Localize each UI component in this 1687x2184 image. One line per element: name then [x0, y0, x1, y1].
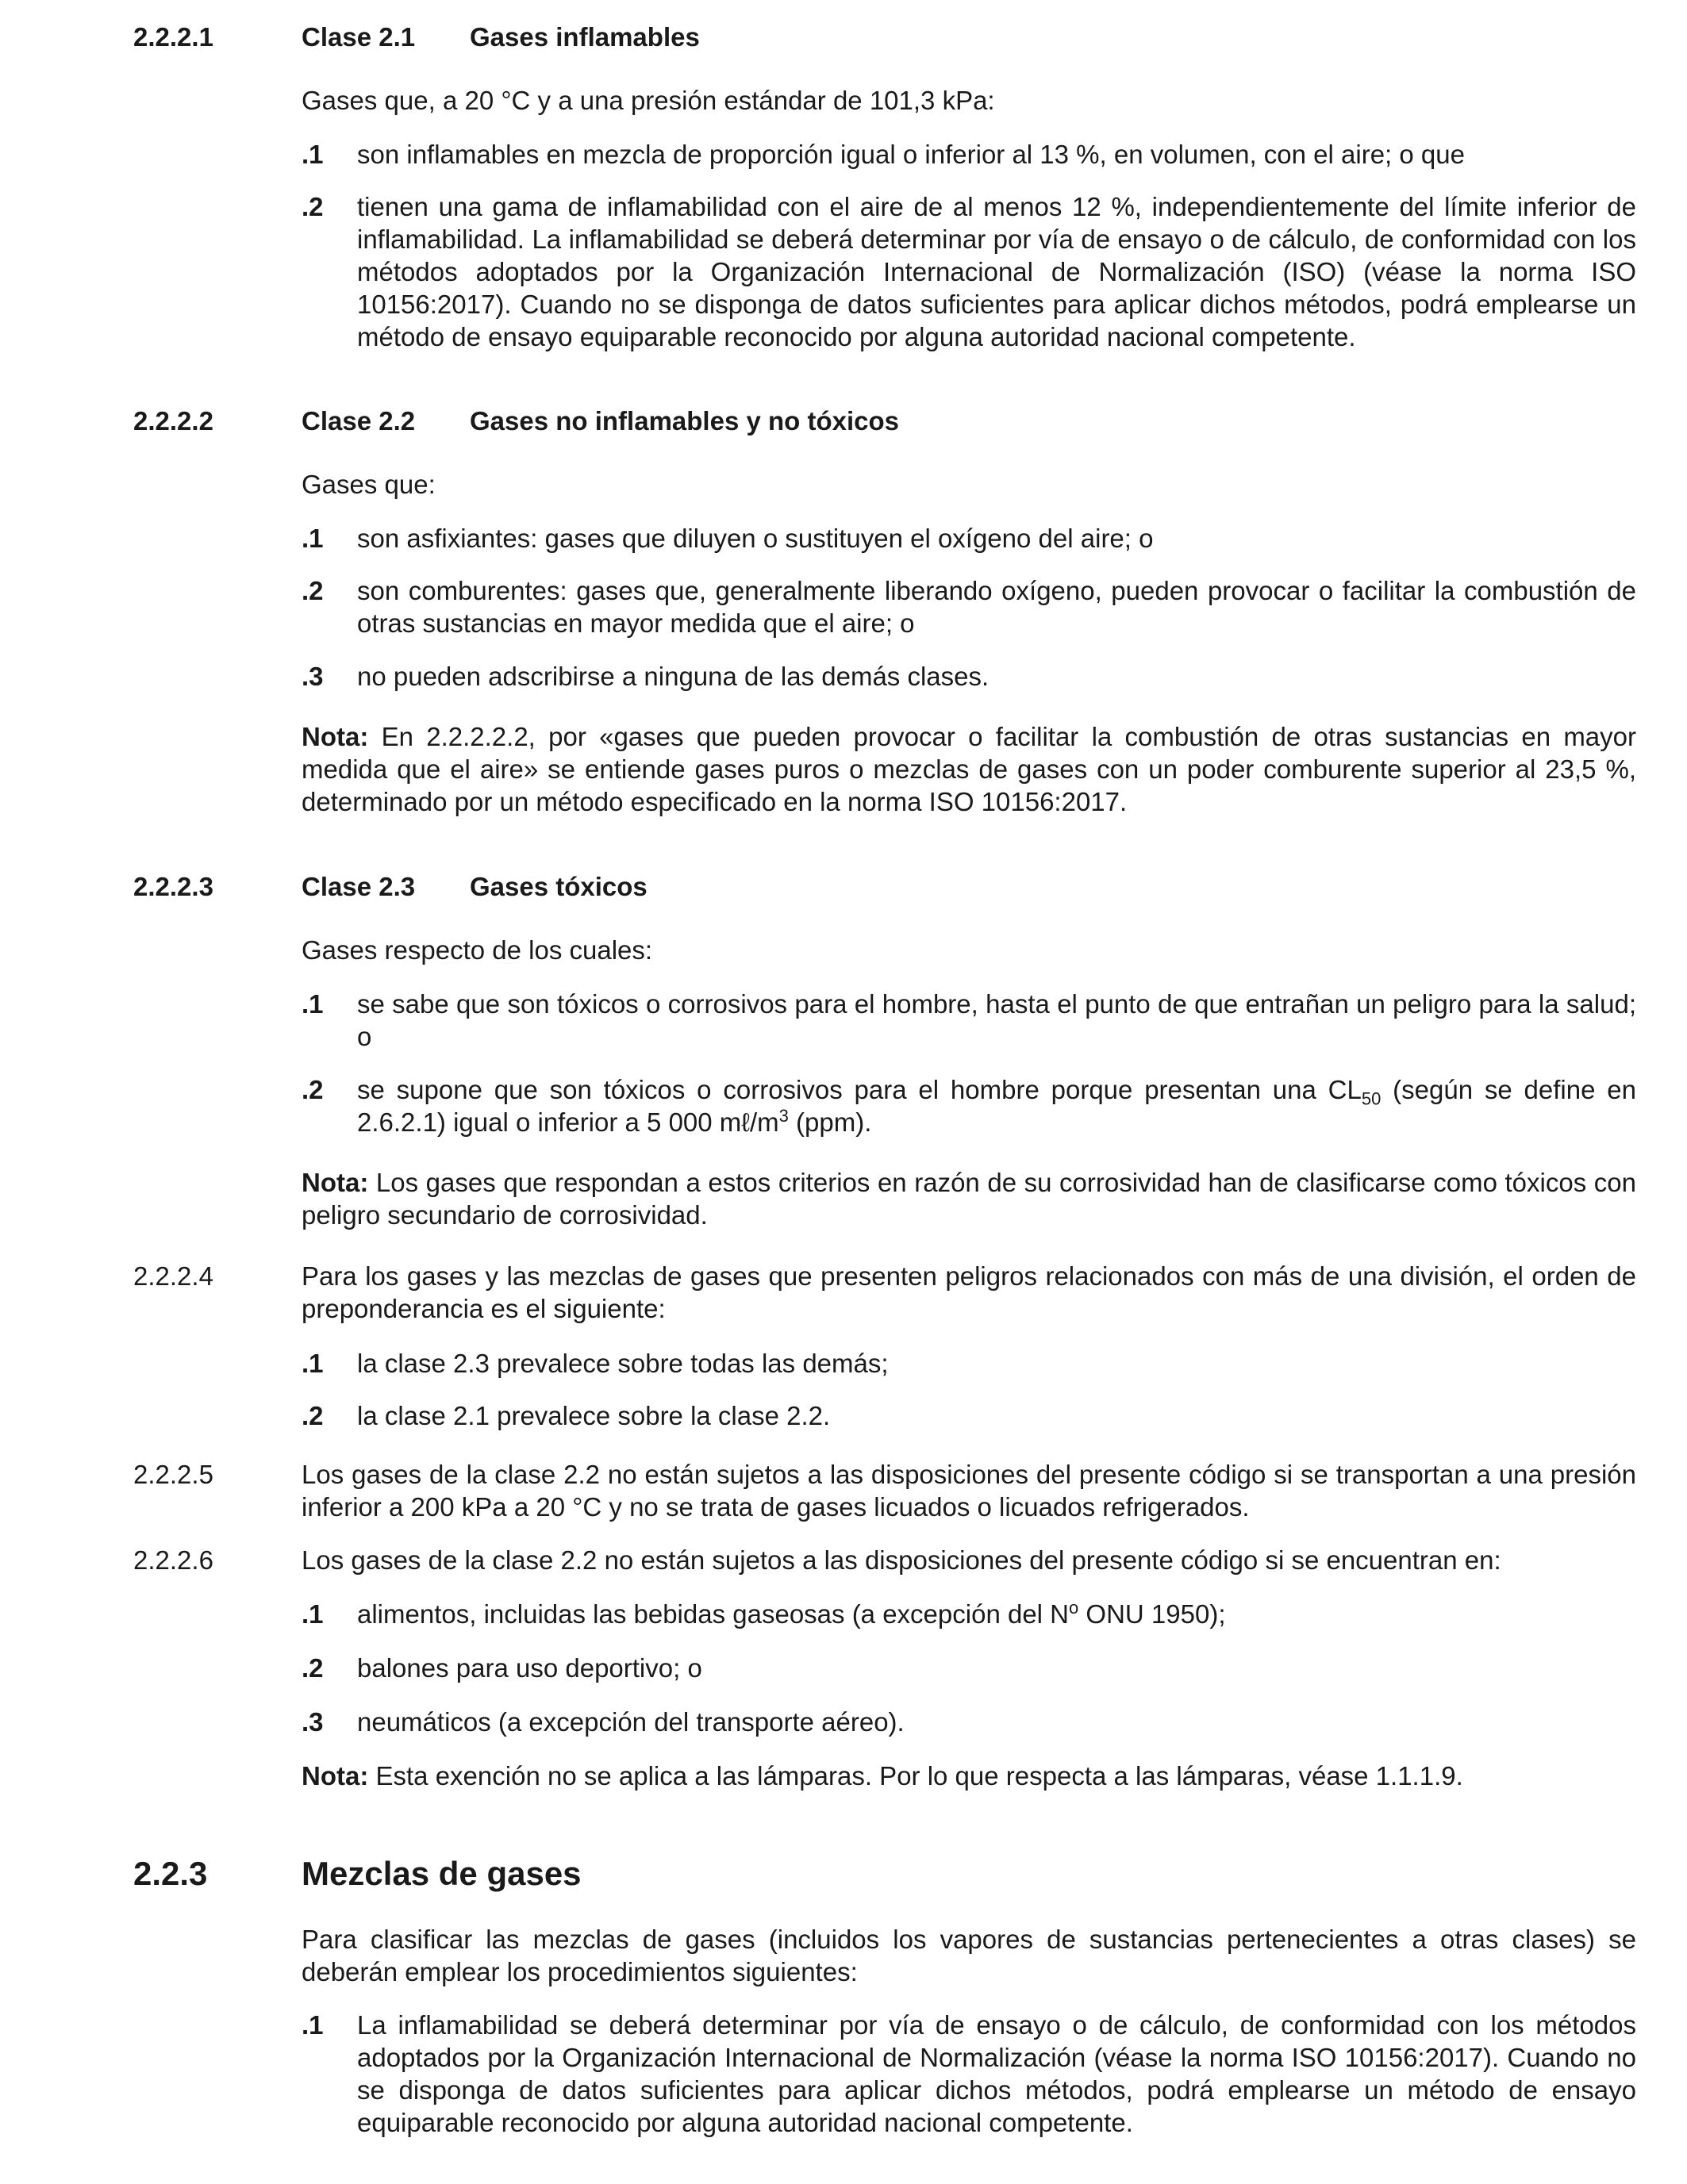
- item-label: .1: [302, 1349, 324, 1378]
- note: [302, 1166, 1636, 1231]
- class-label: Clase 2.1: [302, 22, 416, 52]
- item-label: .1: [302, 140, 324, 169]
- item-label: .3: [302, 662, 324, 691]
- section-number: 2.2.2.2: [133, 406, 213, 436]
- item-text: se sabe que son tóxicos o corrosivos para el hombre, hasta el punto de que entrañan un peligro para la salud; o: [357, 989, 1636, 1051]
- section-intro: Los gases de la clase 2.2 no están sujetos a las disposiciones del presente código si se encuentran en:: [302, 1545, 1501, 1575]
- note: [302, 720, 1636, 818]
- subscript: 50: [1361, 1088, 1381, 1109]
- section-number: 2.2.3: [133, 1855, 208, 1892]
- item-label: .2: [302, 192, 324, 221]
- note-text: Esta exención no se aplica a las lámparas. Por lo que respecta a las lámparas, véase 1.1.1.9.: [375, 1761, 1463, 1791]
- item-label: .1: [302, 989, 324, 1019]
- superscript: 3: [778, 1106, 789, 1126]
- note-text: Los gases que respondan a estos criterios en razón de su corrosividad han de clasificarse como tóxicos con peligro secundario de corrosividad.: [302, 1168, 1636, 1230]
- class-label: Clase 2.2: [302, 406, 416, 436]
- section-number: 2.2.2.4: [133, 1261, 213, 1291]
- section-intro: Para clasificar las mezclas de gases (incluidos los vapores de sustancias pertenecientes a otras clases) se deberán emplear los procedimientos siguientes:: [302, 1925, 1636, 1986]
- item-text: son asfixiantes: gases que diluyen o sustituyen el oxígeno del aire; o: [357, 524, 1154, 553]
- section-intro: Gases que:: [302, 470, 436, 499]
- item-label: .1: [302, 1599, 324, 1629]
- item-text: son comburentes: gases que, generalmente liberando oxígeno, pueden provocar o facilitar la combustión de otras sustancias en mayor medida que el aire; o: [357, 576, 1636, 638]
- item-text: son inflamables en mezcla de proporción igual o inferior al 13 %, en volumen, con el aire; o que: [357, 140, 1465, 169]
- item-text: la clase 2.1 prevalece sobre la clase 2.2.: [357, 1401, 831, 1430]
- note-label: Nota:: [302, 722, 369, 751]
- item-text: balones para uso deportivo; o: [357, 1653, 702, 1683]
- note-label: Nota:: [302, 1761, 369, 1791]
- section-intro: Para los gases y las mezclas de gases que presenten peligros relacionados con más de una división, el orden de preponderancia es el siguiente:: [302, 1261, 1636, 1323]
- section-number: 2.2.2.3: [133, 872, 213, 901]
- item-text: La inflamabilidad se deberá determinar por vía de ensayo o de cálculo, de conformidad con los métodos adoptados por la Organización Internacional de Normalización (véase la norma ISO 10156:2017). Cuando no se disponga de datos suficientes para aplicar dichos métodos, podrá emplearse un método de ensayo equiparable reconocido por alguna autoridad nacional competente.: [357, 2010, 1636, 2137]
- note: [302, 1760, 1636, 1792]
- note-text: En 2.2.2.2.2, por «gases que pueden provocar o facilitar la combustión de otras sustancias en mayor medida que el aire» se entiende gases puros o mezclas de gases con un poder comburente superior al 23,5 %, determinado por un método especificado en la norma ISO 10156:2017.: [302, 722, 1636, 816]
- item-text: neumáticos (a excepción del transporte aéreo).: [357, 1707, 905, 1737]
- item-label: .1: [302, 524, 324, 553]
- item-text: no pueden adscribirse a ninguna de las demás clases.: [357, 662, 990, 691]
- item-label: .2: [302, 1401, 324, 1430]
- item-text: alimentos, incluidas las bebidas gaseosas (a excepción del $N^o$ ONU 1950);: [357, 1598, 1226, 1629]
- section-title: Gases no inflamables y no tóxicos: [470, 406, 900, 436]
- item-text: se supone que son tóxicos o corrosivos para el hombre porque presentan una $CL_{50}$ (según se define en 2.6.2.1) igual o inferior a 5 000 $m\ell/m^3$ (ppm).: [357, 1075, 1636, 1137]
- section-number: 2.2.2.1: [133, 22, 213, 52]
- note-label: Nota:: [302, 1168, 369, 1197]
- section-title: Gases inflamables: [470, 22, 700, 52]
- section-intro: Gases respecto de los cuales:: [302, 935, 653, 965]
- section-title: Mezclas de gases: [302, 1855, 582, 1892]
- section-text: Los gases de la clase 2.2 no están sujetos a las disposiciones del presente código si se transportan a una presión inferior a 200 kPa a 20 °C y no se trata de gases licuados o licuados refrigerados.: [302, 1460, 1636, 1522]
- item-label: .2: [302, 1075, 324, 1104]
- item-text: tienen una gama de inflamabilidad con el aire de al menos 12 %, independientemente del límite inferior de inflamabilidad. La inflamabilidad se deberá determinar por vía de ensayo o de cálculo, de conformidad con los métodos adoptados por la Organización Internacional de Normalización (ISO) (véase la norma ISO 10156:2017). Cuando no se disponga de datos suficientes para aplicar dichos métodos, podrá emplearse un método de ensayo equiparable reconocido por alguna autoridad nacional competente.: [357, 192, 1636, 351]
- item-label: .2: [302, 576, 324, 605]
- item-label: .1: [302, 2010, 324, 2040]
- class-label: Clase 2.3: [302, 872, 416, 901]
- section-title: Gases tóxicos: [470, 872, 648, 901]
- section-number: 2.2.2.5: [133, 1460, 213, 1489]
- section-intro: Gases que, a 20 °C y a una presión estándar de 101,3 kPa:: [302, 86, 995, 115]
- superscript: o: [1069, 1598, 1079, 1618]
- item-label: .3: [302, 1707, 324, 1737]
- section-number: 2.2.2.6: [133, 1545, 213, 1575]
- item-label: .2: [302, 1653, 324, 1683]
- item-text: la clase 2.3 prevalece sobre todas las demás;: [357, 1349, 889, 1378]
